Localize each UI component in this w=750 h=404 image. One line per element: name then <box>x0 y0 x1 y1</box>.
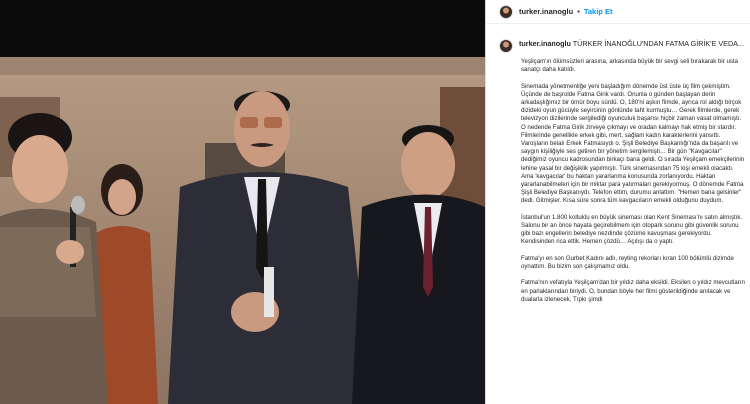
caption-username[interactable]: turker.inanoglu <box>519 39 571 48</box>
header-username[interactable]: turker.inanoglu <box>519 7 574 16</box>
caption-paragraph: Sinemada yönetmenliğe yeni başladığım dönemde üst üste üç film çekmiştim. Üçünde de başrolde Fatma Girik vardı. Onunla o günden başlayan derin arkadaşlığımız bir ömür boyu sürdü. O, 180'ni aşkın filmde, ayrıca rol aldığı birçok dizideki oyun gücüyle seyircinin gönlünde taht kurmuştu… Gerek filmlerde, gerek televizyon dizilerinde sergilediği oyunculuk başarısı hiçbir zaman vasat olmamıştı. O nedende Fatma Girik zirveye çıkmayı ve oradan kalmayı hak etmiş bir stardır. Filmlerinde genellikle erkek gibi, mert, sağlam kadın karakterlerini yansıttı. Varoşların belalı Erkek Fatmasıydı o. Şişli Belediye Başkanlığı'nda da başarılı ve saygın kişiliğiyle ses getiren bir yönetim sergilemişti… Bir gün "Kavgacılar" dediğimiz oyuncu kadrosundan birkaçı bana geldi. O sırada Yeşilçam emekçilerinin lehine yasal bir değişiklik yapılmıştı. Türk sinemasından 75 kişi emekli olacaktı. Ama 'kavgacılar' bu haktan yararlanma konusunda zorlanıyordu. Haktan yararlanabilmeleri için bir miktar para yatırmaları gerekiyormuş. O dönemde Fatma Şişli Belediye Başkanıydı. Telefon ettim, durumu anlattım. "Hemen bana gelsinler" dedi. Gitmişler. Kısa süre sonra tüm kavgacıların emekli olduğunu duydum. <box>521 82 745 205</box>
user-avatar[interactable] <box>499 5 513 19</box>
caption-paragraph: Yeşilçam'ın ölümsüzleri arasına, arkasında büyük bir sevgi seli bırakarak bir usta sanatçı daha katıldı. <box>521 58 739 74</box>
caption-paragraph: Fatma'nın vefatıyla Yeşilçam'dan bir yıldız daha eksildi. Eksilen o yıldız mevcutların en parlaklarından biriydi. O, bundan böyle her filmi gösterildiğinde anılacak ve dualarla izlenecek. Tıpkı şimdi <box>521 279 745 303</box>
post-photo <box>0 57 485 404</box>
post-header <box>486 0 750 24</box>
caption-title-line <box>519 39 750 48</box>
caption-header <box>499 39 750 53</box>
caption-body <box>521 58 745 312</box>
header-separator: • <box>577 7 580 16</box>
post-side-panel <box>485 0 750 404</box>
follow-button[interactable]: Takip Et <box>583 7 613 16</box>
caption-avatar[interactable] <box>499 39 513 53</box>
caption-title: TÜRKER İNANOĞLU'NDAN FATMA GİRİK'E VEDA... <box>572 39 744 48</box>
caption-paragraph: İstanbul'un 1.800 koltuklu en büyük sineması olan Kent Sineması'nı satın almıştık. Salonu bir an önce hayata geçirebilmem için otopark sorunu gibi güvenlik sorunu gibi bazı engellerin belediye nezdinde çözüme kavuşması gerekiyordu. Kendisinden rica ettik. Hemen çözdü… Açılışı da o yaptı. <box>521 213 743 246</box>
caption-area <box>486 26 750 404</box>
caption-paragraph: Fatma'yı en son Gurbet Kadını adlı, reyting rekorları kıran 100 bölümlü dizimde oynattım. Bu bizim son çalışmamız oldu. <box>521 254 734 271</box>
